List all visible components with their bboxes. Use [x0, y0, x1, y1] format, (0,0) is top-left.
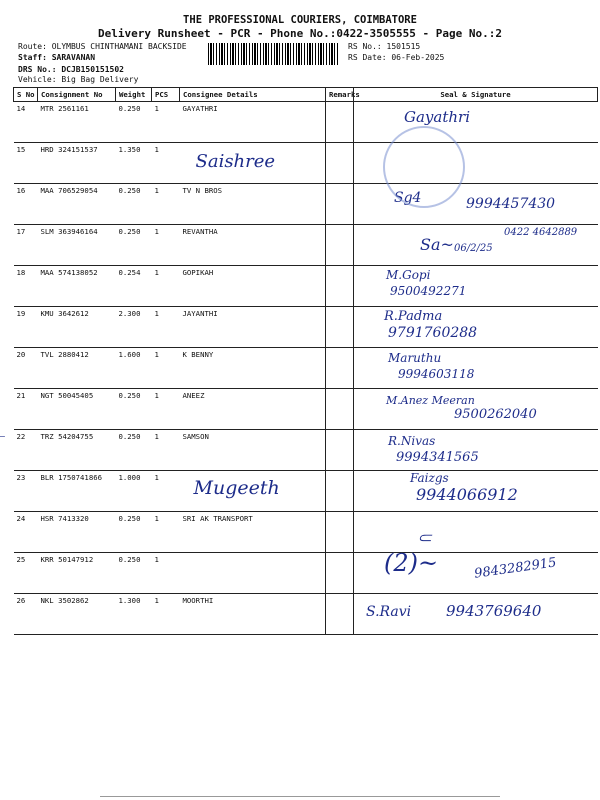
drs-text: DRS No.: DCJB150151502: [18, 65, 124, 74]
cell-weight: 0.250: [116, 553, 152, 594]
cell-sno: 21: [14, 389, 38, 430]
cell-pcs: 1: [152, 389, 180, 430]
cell-pcs: 1: [152, 594, 180, 635]
cell-remarks: [326, 389, 354, 430]
cell-signature: [354, 225, 598, 266]
handwritten-signature: M.Gopi: [386, 268, 431, 282]
handwritten-phone: 9500492271: [390, 284, 467, 298]
handwritten-signature: Gayathri: [404, 108, 470, 126]
vehicle-text: Vehicle: Big Bag Delivery: [18, 75, 139, 84]
cell-sno: [0, 430, 38, 471]
cell-sno: 15: [14, 143, 38, 184]
cell-consignment: MAA 574138052: [38, 266, 116, 307]
cell-pcs: 1: [152, 471, 180, 512]
handwritten-signature: ⁠⸦: [414, 526, 434, 550]
cell-consignee: [180, 553, 326, 594]
handwritten-phone: 9791760288: [388, 325, 478, 341]
cell-consignee: GAYATHRI: [180, 102, 326, 143]
cell-consignment: TVL 2880412: [38, 348, 116, 389]
handwritten-phone: 9944066912: [416, 485, 518, 504]
header-pcs: PCS: [152, 88, 180, 102]
cell-remarks: [326, 348, 354, 389]
cell-weight: 0.250: [116, 225, 152, 266]
handwritten-signature: (2)~: [384, 549, 439, 577]
cell-sno: 18: [14, 266, 38, 307]
cell-sno: 16: [14, 184, 38, 225]
cell-remarks: [326, 430, 354, 471]
route-text: Route: OLYMBUS CHINTHAMANI BACKSIDE: [18, 42, 187, 51]
cell-signature: [354, 307, 598, 348]
cell-consignment: HRD 324151537: [38, 143, 116, 184]
cell-remarks: [326, 307, 354, 348]
cell-consignee: REVANTHA: [180, 225, 326, 266]
handwritten-phone: 9943769640: [446, 602, 542, 620]
cell-consignment: NGT 50045405: [38, 389, 116, 430]
runsheet-title: Delivery Runsheet - PCR - Phone No.:0422-3505555 - Page No.:2: [98, 27, 502, 40]
cell-signature: [354, 102, 598, 143]
cell-signature: [354, 512, 598, 553]
table-row: [14, 143, 598, 184]
cell-sno: 23: [14, 471, 38, 512]
cell-weight: 1.300: [116, 594, 152, 635]
handwritten-phone: 9500262040: [454, 407, 537, 422]
cell-pcs: 1: [152, 512, 180, 553]
cell-signature: [354, 348, 598, 389]
table-row: [14, 553, 598, 594]
table-row: [14, 594, 598, 635]
tick-mark: –: [0, 432, 5, 442]
cell-consignment: MAA 706529054: [38, 184, 116, 225]
table-row: [14, 389, 598, 430]
cell-signature: [354, 549, 598, 594]
seal-stamp: [383, 126, 465, 208]
cell-sno: 20: [14, 348, 38, 389]
cell-signature: [354, 430, 598, 471]
handwritten-signature: Sg4: [394, 190, 422, 206]
cell-signature: [354, 266, 598, 307]
cell-remarks: [326, 553, 354, 594]
handwritten-phone: 0422 4642889: [504, 227, 578, 238]
cell-remarks: [326, 471, 354, 512]
cell-consignment: SLM 363946164: [38, 225, 116, 266]
cell-signature: [354, 471, 598, 512]
table-row: [14, 225, 598, 266]
rs-number: RS No.: 1501515: [348, 42, 421, 51]
cell-remarks: [326, 266, 354, 307]
cell-pcs: 1: [152, 307, 180, 348]
cell-consignment: TRZ 54204755: [38, 430, 116, 471]
handwritten-consignee: Mugeeth: [193, 477, 280, 499]
table-row: [14, 471, 598, 512]
handwritten-phone: 9994603118: [398, 367, 475, 381]
table-header-row: [14, 88, 598, 102]
bottom-rule: [100, 796, 500, 797]
cell-pcs: 1: [152, 184, 180, 225]
cell-consignee: TV N BROS: [180, 184, 326, 225]
cell-pcs: 1: [152, 430, 180, 471]
handwritten-signature: Maruthu: [388, 351, 442, 365]
table-row: [14, 512, 598, 553]
cell-remarks: [326, 594, 354, 635]
cell-weight: 0.250: [116, 512, 152, 553]
sno-text: 22: [16, 432, 26, 441]
cell-consignee: MOORTHI: [180, 594, 326, 635]
cell-consignment: HSR 7413320: [38, 512, 116, 553]
cell-signature: [354, 594, 598, 635]
cell-weight: 0.250: [116, 430, 152, 471]
cell-consignment: KMU 3642612: [38, 307, 116, 348]
table-row: [14, 266, 598, 307]
cell-sno: 19: [14, 307, 38, 348]
handwritten-phone: 9843282915: [473, 555, 558, 582]
cell-weight: 0.250: [116, 184, 152, 225]
cell-sno: 14: [14, 102, 38, 143]
cell-pcs: 1: [152, 225, 180, 266]
cell-signature: [354, 389, 598, 430]
cell-consignment: NKL 3502862: [38, 594, 116, 635]
table-row: [14, 184, 598, 225]
handwritten-signature: S.Ravi: [366, 604, 412, 620]
cell-pcs: 1: [152, 266, 180, 307]
cell-consignee: K BENNY: [180, 348, 326, 389]
cell-weight: 0.254: [116, 266, 152, 307]
cell-consignee: GOPIKAH: [180, 266, 326, 307]
cell-weight: 1.600: [116, 348, 152, 389]
barcode-image: [208, 43, 340, 65]
cell-remarks: [326, 184, 354, 225]
header-weight: Weight: [116, 88, 152, 102]
runsheet-table: [0, 87, 598, 635]
header-remarks: Remarks: [326, 88, 354, 102]
header-consignment: Consignment No: [38, 88, 116, 102]
cell-consignment: KRR 50147912: [38, 553, 116, 594]
company-title: THE PROFESSIONAL COURIERS, COIMBATORE: [183, 14, 417, 26]
cell-consignee: ANEEZ: [180, 389, 326, 430]
table-row: [14, 348, 598, 389]
handwritten-date: 06/2/25: [454, 243, 493, 254]
handwritten-signature: Faizgs: [410, 471, 449, 485]
cell-remarks: [326, 143, 354, 184]
table-row: [14, 430, 598, 471]
handwritten-signature: R.Nivas: [388, 434, 436, 448]
cell-consignment: MTR 2561161: [38, 102, 116, 143]
cell-weight: 1.000: [116, 471, 152, 512]
table-row: [14, 102, 598, 143]
cell-weight: 0.250: [116, 102, 152, 143]
cell-sno: 25: [14, 553, 38, 594]
handwritten-phone: 9994457430: [466, 196, 556, 212]
cell-consignee: [180, 471, 326, 512]
cell-pcs: 1: [152, 553, 180, 594]
cell-remarks: [326, 225, 354, 266]
cell-sno: 17: [14, 225, 38, 266]
header-signature: Seal & Signature: [354, 88, 598, 102]
table-row: [14, 307, 598, 348]
handwritten-signature: M.Anez Meeran: [386, 394, 475, 407]
handwritten-consignee: Saishree: [195, 151, 276, 172]
cell-sno: 26: [14, 594, 38, 635]
cell-pcs: 1: [152, 143, 180, 184]
cell-consignee: SRI AK TRANSPORT: [180, 512, 326, 553]
handwritten-signature: Sa~: [420, 235, 454, 254]
header-sno: S No: [14, 88, 38, 102]
handwritten-phone: 9994341565: [396, 450, 479, 465]
cell-consignment: BLR 1750741866: [38, 471, 116, 512]
cell-remarks: [326, 102, 354, 143]
cell-pcs: 1: [152, 348, 180, 389]
staff-text: Staff: SARAVANAN: [18, 53, 96, 62]
handwritten-signature: R.Padma: [384, 309, 443, 324]
cell-consignee: SAMSON: [180, 430, 326, 471]
cell-remarks: [326, 512, 354, 553]
header-consignee: Consignee Details: [180, 88, 326, 102]
cell-weight: 2.300: [116, 307, 152, 348]
cell-weight: 1.350: [116, 143, 152, 184]
cell-consignee: [180, 143, 326, 184]
cell-pcs: 1: [152, 102, 180, 143]
rs-date: RS Date: 06-Feb-2025: [348, 53, 445, 62]
cell-weight: 0.250: [116, 389, 152, 430]
cell-consignee: JAYANTHI: [180, 307, 326, 348]
cell-sno: 24: [14, 512, 38, 553]
